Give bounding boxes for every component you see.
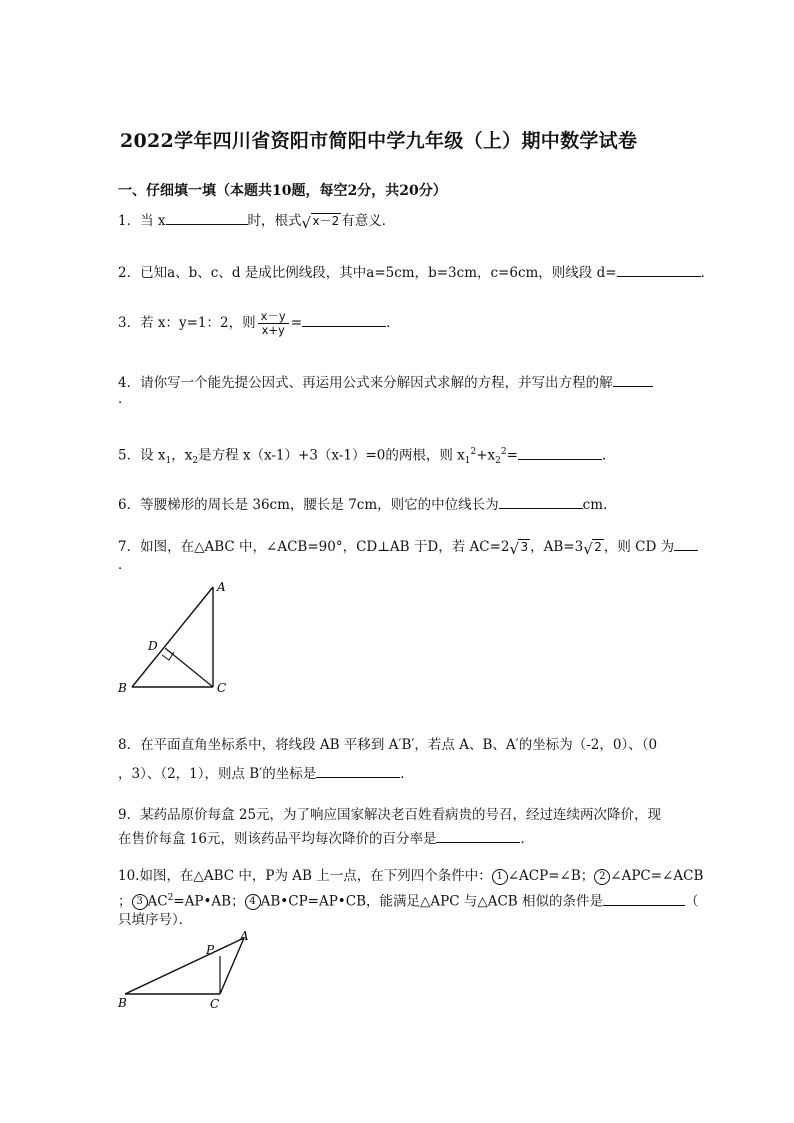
q2-text-a: 2．已知a、b、c、d 是成比例线段，其中a=5cm，b=3cm，c=6cm，则线段 d= [118, 265, 617, 281]
label-b: B [118, 996, 127, 1010]
q4-text-b: ． [118, 391, 132, 407]
label-p: P [206, 943, 215, 957]
q3-blank[interactable] [302, 312, 386, 327]
triangle-figure-2 [110, 928, 260, 1013]
q3-fraction: $\frac{x-y}{x+y}$ [258, 310, 289, 337]
q3-text-c: ． [386, 315, 400, 331]
q2-text-b: ． [700, 265, 715, 281]
question-8: 8．在平面直角坐标系中，将线段 AB 平移到 A′B′，若点 A、B、A′的坐标为（-2，0）、（0 [118, 737, 658, 753]
question-5: 5．设 $x_1$，$x_2$是方程 x（x-1）+3（x-1）=0的两根，则 $x_1^2+x_2^2=$ ． [118, 443, 615, 470]
q10-blank[interactable] [603, 891, 685, 906]
label-c: C [210, 997, 220, 1011]
q7-sqrt3: √ 3 [509, 540, 529, 558]
circled-2: 2 [594, 869, 610, 885]
side-ab [125, 938, 244, 994]
label-b: B [118, 681, 127, 695]
circled-3: 3 [132, 894, 148, 910]
question-9-line2: 在售价每盒 16元，则该药品平均每次降价的百分率是 ． [118, 828, 534, 848]
question-4 [118, 372, 653, 392]
question-2 [118, 262, 714, 282]
q3-text-b: = [290, 315, 303, 331]
q6-text-b: cm. [582, 497, 608, 513]
q1-text-a: 1．当 x [118, 213, 166, 229]
question-1 [118, 210, 395, 230]
q7-blank[interactable] [674, 536, 698, 551]
label-d: D [148, 639, 158, 653]
question-7: 7．如图，在△ABC 中，∠ACB=90°，CD⊥AB 于D，若 AC=2 √ 3 ，AB=3 √ 2 ，则 CD 为 [118, 536, 698, 556]
question-10-line2: ； 3 $AC^2=AP•AB$； 4 AB•CP=AP•CB，能满足△APC 与△ACB 相似的条件是 （ [118, 889, 699, 911]
q4-text-a: 4．请你写一个能先提公因式、再运用公式来分解因式求解的方程，并写出方程的解 [118, 375, 613, 391]
side-ab [132, 587, 213, 687]
question-3 [118, 310, 400, 337]
question-9: 9．某药品原价每盒 25元，为了响应国家解决老百姓看病贵的号召，经过连续两次降价，现 [118, 807, 662, 823]
question-10: 10.如图，在△ABC 中，P为 AB 上一点，在下列四个条件中： 1 ∠ACP=∠B； 2 ∠APC=∠ACB [118, 868, 704, 884]
label-c: C [217, 681, 227, 695]
q1-text-b: 时，根式 [247, 213, 302, 229]
circled-1: 1 [492, 869, 508, 885]
side-ac [220, 938, 244, 994]
q3-text-a: 3．若 x：y=1：2，则 [118, 315, 256, 331]
q1-text-c: 有意义． [341, 213, 396, 229]
label-a: A [240, 929, 249, 943]
q10-text-c: 只填序号）． [118, 912, 193, 928]
q5-blank[interactable] [518, 445, 602, 460]
triangle-figure-1 [110, 575, 240, 695]
q2-blank[interactable] [617, 262, 701, 277]
q8-blank[interactable] [316, 763, 400, 778]
q7-text-d: ． [118, 557, 132, 573]
q4-blank[interactable] [613, 372, 653, 387]
q6-text-a: 6．等腰梯形的周长是 36cm，腰长是 7cm，则它的中位线长为 [118, 497, 499, 513]
q6-blank[interactable] [499, 494, 583, 509]
circled-4: 4 [245, 894, 261, 910]
altitude-cd [165, 648, 213, 687]
q1-blank[interactable] [166, 210, 248, 225]
q1-radical: √ x－2 [301, 214, 340, 232]
label-a: A [217, 580, 226, 594]
q7-sqrt2: √ 2 [583, 540, 602, 558]
page-title: 2022学年四川省资阳市简阳中学九年级（上）期中数学试卷 [120, 130, 638, 152]
question-8-line2: ，3）、（2，1），则点 B′的坐标是 ． [118, 763, 414, 783]
q9-blank[interactable] [436, 828, 520, 843]
section-heading: 一、仔细填一填（本题共10题，每空2分，共20分） [118, 183, 447, 199]
question-6 [118, 494, 607, 514]
